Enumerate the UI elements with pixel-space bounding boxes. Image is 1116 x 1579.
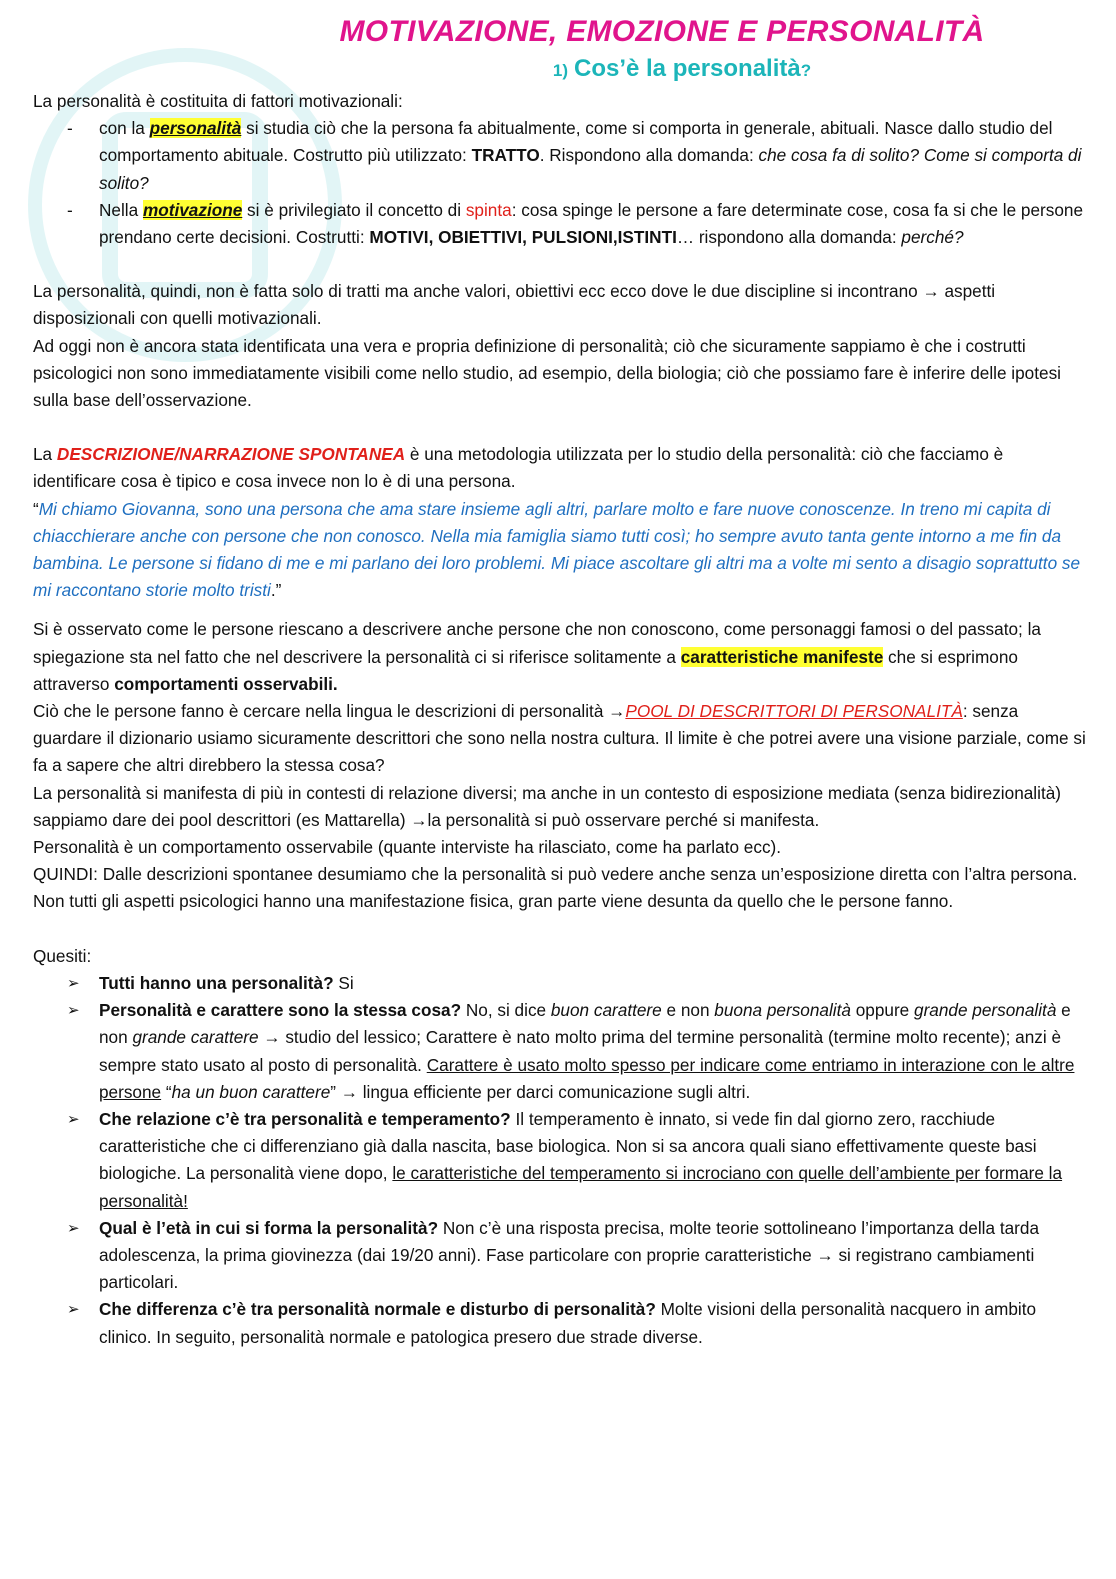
document-title: MOTIVAZIONE, EMOZIONE E PERSONALITÀ (339, 15, 985, 48)
quote-giovanna: “Mi chiamo Giovanna, sono una persona che ama stare insieme agli altri, parlare molto e fare nuove conoscenze. In treno mi capita di chiacchierare anche con persone che non conosco. Nella mia famiglia siamo tutti così; ho sempre avuto tanta gente intorno a me fin da bambina. Le persone si fidano di me e mi parlano dei loro problemi. Mi piace ascoltare gli altri ma a volte mi sento a disagio soprattutto se mi raccontano storie molto tristi.” (33, 498, 1081, 601)
quesito-item: ➢ Che relazione c’è tra personalità e temperamento? Il temperamento è innato, si vede fin dal giorno zero, racchiude caratteristiche che ci differenziano già dalla nascita, base biologica. Non si sa ancora quali siano effettivamente queste basi biologiche. La personalità viene dopo, le caratteristiche del temperamento si incrociano con quelle dell’ambiente per formare la personalità! (99, 1106, 1091, 1215)
quesito-item: ➢ Che differenza c’è tra personalità normale e disturbo di personalità? Molte visioni della personalità nacquero in ambito clinico. In seguito, personalità normale e patologica presero due strade diverse. (99, 1296, 1091, 1350)
paragraph-pool-descrittori: Ciò che le persone fanno è cercare nella lingua le descrizioni di personalità →POOL DI DESCRITTORI DI PERSONALITÀ: senza guardare il dizionario usiamo sicuramente descrittori che sono nella nostra cultura. Il limite è che potrei avere una visione parziale, come si fa a sapere che altri direbbero la stessa cosa? (33, 701, 1086, 776)
intro-lead: La personalità è costituita di fattori motivazionali: (33, 91, 403, 111)
paragraph-definizione: Ad oggi non è ancora stata identificata una vera e propria definizione di personalità; ciò che sicuramente sappiamo è che i costrutti psicologici non sono immediatamente visibili come nello studio, ad esempio, della biologia; ciò che possiamo fare è inferire delle ipotesi sulla base dell’osservazione. (33, 335, 1061, 411)
highlight-personalita: personalità (149, 118, 242, 139)
quesiti-list (33, 970, 1091, 1351)
arrow-bullet-icon: ➢ (67, 974, 80, 992)
paragraph-descrizione-spontanea: La DESCRIZIONE/NARRAZIONE SPONTANEA è una metodologia utilizzata per lo studio della personalità: ciò che facciamo è identificare cosa è tipico e cosa invece non lo è di una persona. (33, 444, 1004, 492)
quesiti-label: Quesiti: (33, 945, 92, 966)
arrow-bullet-icon: ➢ (67, 1301, 80, 1319)
quesito-item: ➢ Qual è l’età in cui si forma la personalità? Non c’è una risposta precisa, molte teorie sottolineano l’importanza della tarda adolescenza, la prima giovinezza (dai 19/20 anni). Fase particolare con proprie caratteristiche → si registrano cambiamenti particolari. (99, 1215, 1091, 1297)
highlight-motivazione: motivazione (142, 199, 243, 220)
arrow-bullet-icon: ➢ (67, 1002, 80, 1020)
paragraph-tratti-valori: La personalità, quindi, non è fatta solo di tratti ma anche valori, obiettivi ecc ecco dove le due discipline si incontrano → aspetti disposizionali con quelli motivazionali. (33, 281, 996, 329)
intro-item-personalita: - con la personalità si studia ciò che la persona fa abitualmente, come si comporta in generale, abituali. Nasce dallo studio del comportamento abituale. Costrutto più utilizzato: TRATTO. Rispondono alla domanda: che cosa fa di solito? Come si comporta di solito? (99, 115, 1091, 197)
section-number: 1) (552, 61, 568, 80)
paragraph-quindi: QUINDI: Dalle descrizioni spontanee desumiamo che la personalità si può vedere anche senza un’esposizione diretta con l’altra persona. Non tutti gli aspetti psicologici hanno una manifestazione fisica, gran parte viene desunta da quello che le persone fanno. (33, 864, 1078, 912)
paragraph-contesti: La personalità si manifesta di più in contesti di relazione diversi; ma anche in un contesto di esposizione mediata (senza bidirezionalità) sappiamo dare dei pool descrittori (es Mattarella) →la personalità si può osservare perché si manifesta. (33, 782, 1062, 830)
quesito-item: ➢ Personalità e carattere sono la stessa cosa? No, si dice buon carattere e non buona personalità oppure grande personalità e non grande carattere → studio del lessico; Carattere è nato molto prima del termine personalità (termine molto recente); anzi è sempre stato usato al posto di personalità. Carattere è usato molto spesso per indicare come entriamo in interazione con le altre persone “ha un buon carattere” → lingua efficiente per darci comunicazione sugli altri. (99, 997, 1091, 1106)
paragraph-comportamento-osservabile: Personalità è un comportamento osservabile (quante interviste ha rilasciato, come ha parlato ecc). (33, 837, 782, 858)
document-page (33, 12, 1091, 1351)
intro-item-motivazione: - Nella motivazione si è privilegiato il concetto di spinta: cosa spinge le persone a fare determinate cose, cosa fa si che le persone prendano certe decisioni. Costrutti: MOTIVI, OBIETTIVI, PULSIONI,ISTINTI… rispondono alla domanda: perché? (99, 197, 1091, 251)
arrow-bullet-icon: ➢ (67, 1219, 80, 1237)
quesito-item: ➢ Tutti hanno una personalità? Si (99, 970, 1091, 997)
paragraph-caratteristiche-manifeste: Si è osservato come le persone riescano a descrivere anche persone che non conoscono, come personaggi famosi o del passato; la spiegazione sta nel fatto che nel descrivere la personalità ci si riferisce solitamente a caratteristiche manifeste che si esprimono attraverso comportamenti osservabili. (33, 619, 1041, 694)
intro-list (33, 115, 1091, 251)
section-title: Cos’è la personalità (573, 55, 801, 82)
arrow-bullet-icon: ➢ (67, 1110, 80, 1128)
section-question-mark: ? (800, 61, 812, 80)
section-heading (273, 52, 1091, 88)
